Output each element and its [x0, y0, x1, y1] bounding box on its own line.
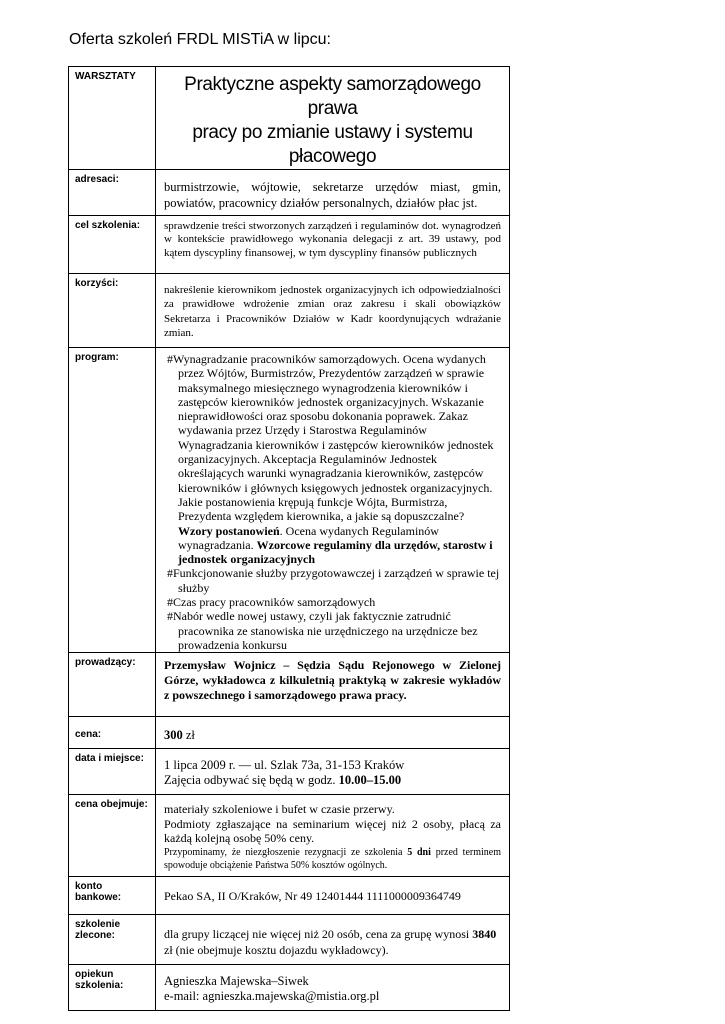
row-data: [69, 749, 510, 795]
label-prowadzacy: prowadzący:: [69, 653, 156, 717]
label-cel: cel szkolenia:: [69, 216, 156, 274]
row-cena-obejmuje: [69, 795, 510, 877]
row-cena: [69, 717, 510, 749]
program-item-3: #Czas pracy pracowników samorządowych: [167, 595, 376, 610]
row-opiekun: [69, 965, 510, 1011]
konto-text: Pekao SA, II O/Kraków, Nr 49 12401444 1111000009364749: [156, 877, 510, 915]
row-adresaci: [69, 170, 510, 216]
label-konto: [69, 877, 156, 915]
cena-obejmuje-note: [164, 846, 501, 872]
program-item-4: #Nabór wedle nowej ustawy, czyli jak faktycznie zatrudnić pracownika ze stanowiska nie urzędniczego na urzędnicze bez prowadzenia konkursu: [167, 609, 478, 652]
label-zlecone: [69, 915, 156, 965]
zlecone-text-a: dla grupy liczącej nie więcej niż 20 osób, cena za grupę wynosi: [164, 927, 473, 942]
label-cena: cena:: [69, 717, 156, 749]
note-days: 5 dni: [407, 847, 431, 859]
label-zlecone-2: zlecone:: [75, 930, 116, 942]
row-konto: [69, 877, 510, 915]
data-line-1: 1 lipca 2009 r. — ul. Szlak 73a, 31-153 Kraków: [164, 758, 405, 773]
row-korzysci: [69, 274, 510, 348]
label-korzysci: korzyści:: [69, 274, 156, 348]
data-line-2-text: Zajęcia odbywać się będą w godz.: [164, 773, 339, 788]
program-item-2: #Funkcjonowanie służby przygotowawczej i zarządzeń w sprawie tej służby: [167, 566, 500, 595]
training-offer-table: [68, 66, 510, 1011]
label-zlecone-1: szkolenie: [75, 919, 121, 931]
cena-obejmuje-line-1: materiały szkoleniowe i bufet w czasie przerwy.: [164, 802, 395, 817]
row-warsztaty: [69, 67, 510, 170]
cena-currency: zł: [182, 728, 195, 743]
row-prowadzacy: [69, 653, 510, 717]
label-program: program:: [69, 348, 156, 653]
opiekun-cell: [156, 965, 510, 1011]
workshop-title: [156, 67, 510, 170]
zlecone-price: 3840: [472, 927, 497, 942]
program-item-1: [167, 352, 501, 566]
program-item-1-bold-b: Wzorcowe regulaminy dla urzędów, starostw i jednostek organizacyjnych: [178, 537, 493, 567]
opiekun-name: Agnieszka Majewska–Siwek: [164, 974, 309, 989]
label-data: data i miejsce:: [69, 749, 156, 795]
row-program: [69, 348, 510, 653]
label-konto-1: konto: [75, 881, 103, 893]
row-zlecone: [69, 915, 510, 965]
program-item-1-text-b: . Ocena wydanych Regulaminów wynagradzania.: [178, 523, 439, 552]
cena-amount: 300: [164, 728, 183, 743]
label-cena-obejmuje: cena obejmuje:: [69, 795, 156, 877]
zlecone-text-c: zł (nie obejmuje kosztu dojazdu wykładowcy).: [164, 943, 389, 958]
cel-cell: [156, 216, 510, 274]
program-cell: [156, 348, 510, 653]
program-item-1-bold-a: Wzory postanowień: [178, 523, 280, 538]
cena-obejmuje-line-2: Podmioty zgłaszające na seminarium więcej niż 2 osoby, płacą za każdą kolejną osobę 50% ceny.: [164, 816, 501, 846]
note-text-c: przed terminem spowoduje obciążenie Państwa 50% kosztów ogólnych.: [164, 847, 501, 872]
label-konto-2: bankowe:: [75, 892, 122, 904]
workshop-title-line1: Praktyczne aspekty samorządowego prawa: [184, 74, 481, 119]
zlecone-text: [156, 915, 510, 965]
data-line-2: [164, 773, 501, 788]
prowadzacy-text: Przemysław Wojnicz – Sędzia Sądu Rejonowego w Zielonej Górze, wykładowca z kilkuletnią praktyką w zakresie wykładów z powszechnego i samorządowego prawa pracy.: [156, 653, 510, 717]
cena-cell: [156, 717, 510, 749]
label-opiekun: [69, 965, 156, 1011]
data-cell: [156, 749, 510, 795]
adresaci-text: burmistrzowie, wójtowie, sekretarze urzędów miast, gmin, powiatów, pracownicy działów personalnych, działów płac jst.: [156, 170, 510, 216]
label-adresaci: adresaci:: [69, 170, 156, 216]
page-heading: Oferta szkoleń FRDL MISTiA w lipcu:: [69, 31, 331, 48]
note-text-a: Przypominamy, że niezgłoszenie rezygnacji ze szkolenia: [164, 847, 408, 859]
row-cel: [69, 216, 510, 274]
label-opiekun-1: opiekun: [75, 969, 114, 981]
opiekun-email[interactable]: e-mail: agnieszka.majewska@mistia.org.pl: [164, 989, 380, 1004]
label-opiekun-2: szkolenia:: [75, 980, 124, 992]
workshop-title-line2: pracy po zmianie ustawy i systemu płacowego: [192, 122, 473, 167]
korzysci-text: nakreślenie kierownikom jednostek organizacyjnych ich odpowiedzialności za prawidłowe wdrożenie zmian oraz zakresu i skali obowiązków Sekretarza i Pracowników Działów w Kadr koordynujących wdrażanie zmian.: [156, 274, 510, 348]
label-warsztaty: WARSZTATY: [69, 67, 156, 170]
data-hours: 10.00–15.00: [338, 773, 402, 788]
cel-text: sprawdzenie treści stworzonych zarządzeń i regulaminów dot. wynagrodzeń w kontekście prawidłowego wykonania delegacji z art. 39 ustawy, pod kątem dyscypliny finansowej, w tym dyscypliny finansów publicznych: [164, 220, 501, 259]
program-item-1-text: #Wynagradzanie pracowników samorządowych. Ocena wydanych przez Wójtów, Burmistrzów, Prezydentów zarządzeń w sprawie maksymalnego miesięcznego wynagrodzenia kierowników i zastępców kierowników jednostek organizacyjnych. Wskazanie nieprawidłowości oraz sposobu dokonania poprawek. Zakaz wydawania przez Urzędy i Starostwa Regulaminów Wynagradzania kierowników i zastępców kierowników jednostek organizacyjnych. Akceptacja Regulaminów Jednostek określających warunki wynagradzania kierowników, zastępców kierowników i głównych księgowych jednostek organizacyjnych. Jakie postanowienia krępują funkcje Wójta, Burmistrza, Prezydenta względem kierownika, a jakie są dopuszczalne?: [167, 352, 494, 524]
cena-obejmuje-cell: [156, 795, 510, 877]
